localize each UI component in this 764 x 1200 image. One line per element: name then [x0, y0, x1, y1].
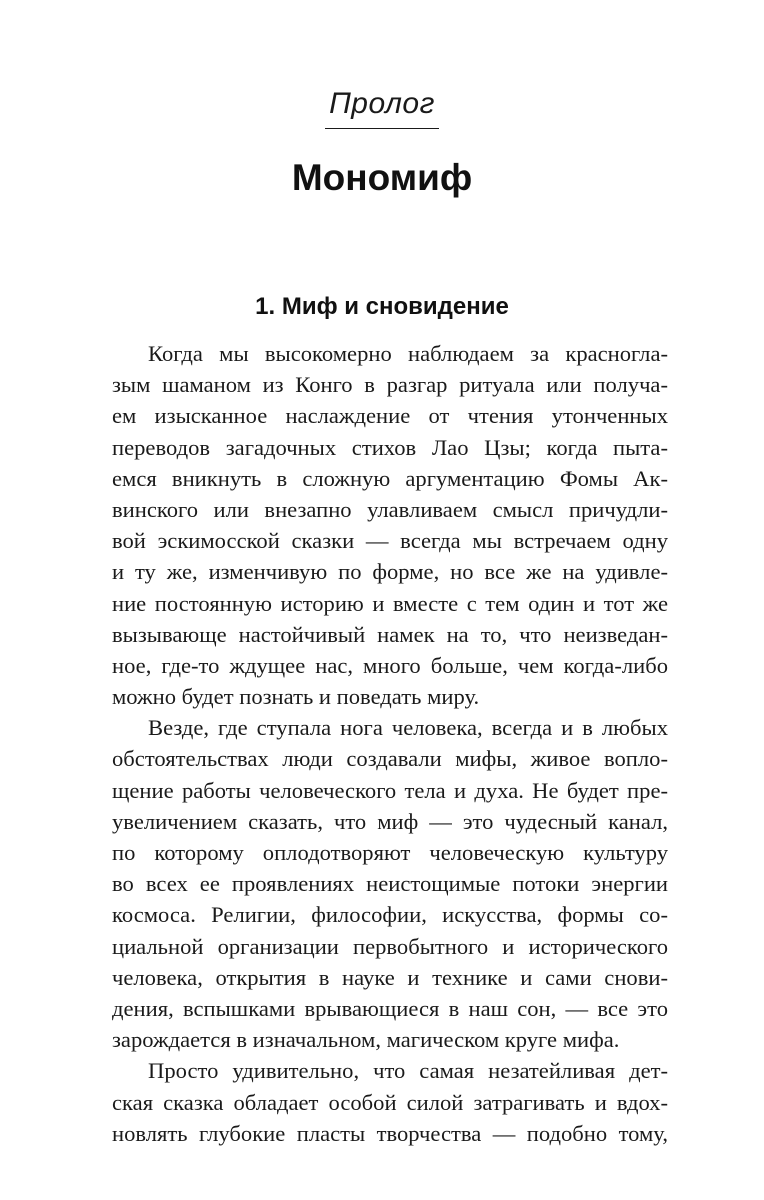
text-line: Просто удивительно, что самая незатейливая дет- [148, 1058, 668, 1084]
text-line: дения, вспышками врывающиеся в наш сон, — все это [112, 995, 668, 1021]
body-text [112, 338, 668, 1149]
text-line: Когда мы высокомерно наблюдаем за красногла- [148, 341, 668, 366]
text-line: циальной организации первобытного и исторического [112, 933, 668, 959]
prologue-label: Пролог [325, 86, 439, 129]
text-line: ние постоянную историю и вместе с тем один и тот же [112, 590, 668, 616]
text-line: увеличением сказать, что миф — это чудесный канал, [112, 808, 668, 834]
text-line: новлять глубокие пласты творчества — подобно тому, [112, 1120, 668, 1146]
text-line: и ту же, изменчивую по форме, но все же на удивле- [112, 559, 668, 585]
text-line: винского или внезапно улавливаем смысл причудли- [112, 496, 668, 522]
text-line: человека, открытия в науке и технике и сами снови- [112, 964, 668, 990]
prologue-heading [0, 86, 764, 129]
paragraph-1 [112, 338, 668, 712]
section-title: 1. Миф и сновидение [255, 293, 509, 320]
text-line: по которому оплодотворяют человеческую культуру [112, 840, 668, 865]
chapter-title: Мономиф [291, 157, 473, 198]
text-line: ное, где-то ждущее нас, много больше, чем когда-либо [112, 652, 668, 678]
text-line: космоса. Религии, философии, искусства, формы со- [112, 902, 668, 928]
text-line: емся вникнуть в сложную аргументацию Фомы Ак- [112, 465, 668, 491]
text-line: Везде, где ступала нога человека, всегда и в любых [148, 715, 668, 741]
text-line: можно будет познать и поведать миру. [112, 684, 480, 710]
text-line: зарождается в изначальном, магическом круге мифа. [112, 1027, 620, 1053]
text-line: ем изысканное наслаждение от чтения утонченных [112, 403, 668, 429]
text-line: обстоятельствах люди создавали мифы, живое вопло- [112, 746, 668, 772]
paragraph-3 [112, 1055, 668, 1149]
text-line: во всех ее проявлениях неистощимые потоки энергии [112, 871, 668, 897]
text-line: щение работы человеческого тела и духа. Не будет пре- [112, 777, 668, 803]
text-line: вой эскимосской сказки — всегда мы встречаем одну [112, 528, 668, 554]
text-line: ская сказка обладает особой силой затрагивать и вдох- [112, 1089, 668, 1115]
paragraph-2 [112, 712, 668, 1055]
text-line: вызывающе настойчивый намек на то, что неизведан- [112, 621, 668, 647]
text-line: зым шаманом из Конго в разгар ритуала или получа- [112, 372, 668, 398]
text-line: переводов загадочных стихов Лао Цзы; когда пыта- [112, 434, 668, 460]
